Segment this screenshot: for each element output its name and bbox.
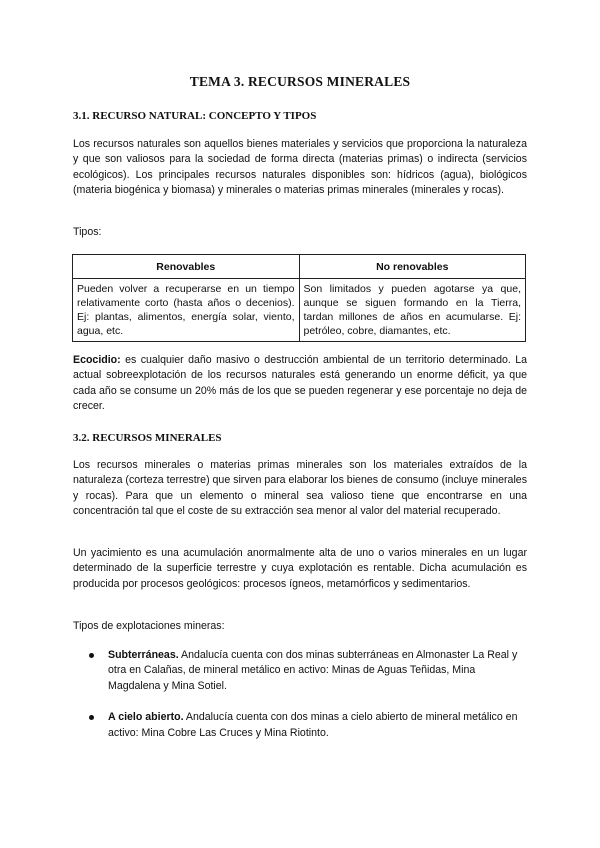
mine-type-term: Subterráneas. xyxy=(108,649,179,661)
table-header-row xyxy=(73,255,526,279)
ecocidio-term: Ecocidio: xyxy=(73,354,121,366)
mine-types-list xyxy=(73,648,527,757)
mine-type-text: Andalucía cuenta con dos minas a cielo abierto de mineral metálico en activo: Mina Cobre Las Cruces y Mina Riotinto. xyxy=(108,711,518,739)
list-item xyxy=(73,648,527,694)
bullet-icon xyxy=(89,653,94,658)
resource-types-table xyxy=(72,254,526,342)
header-no-renovables: No renovables xyxy=(299,255,526,279)
section-heading-3-1: 3.1. RECURSO NATURAL: CONCEPTO Y TIPOS xyxy=(73,110,317,122)
ecocidio-paragraph xyxy=(73,353,527,415)
tipos-label: Tipos: xyxy=(73,226,102,238)
mine-type-term: A cielo abierto. xyxy=(108,711,184,724)
intro-paragraph: Los recursos naturales son aquellos bienes materiales y servicios que proporciona la naturaleza y que son valiosos para la sociedad de forma directa (materias primas) o indirecta (servicios ecológicos). Los principales recursos naturales disponibles son: hídricos (agua), biológicos (materia biogénica y biomasa) y minerales o materias primas minerales (minerales y rocas). xyxy=(73,138,527,197)
list-item xyxy=(73,710,527,741)
bullet-icon xyxy=(89,715,94,720)
table-row xyxy=(73,279,526,342)
header-renovables: Renovables xyxy=(73,255,300,279)
recursos-minerales-paragraph: Los recursos minerales o materias primas minerales son los materiales extraídos de la naturaleza (corteza terrestre) que sirven para elaborar los bienes de consumo (incluye minerales y rocas). Para que un elemento o mineral sea valioso tiene que encontrarse en una concentración tal que el coste de su extracción sea menor al valor del material recuperado. xyxy=(73,459,527,518)
section-heading-3-2: 3.2. RECURSOS MINERALES xyxy=(73,432,222,444)
yacimiento-paragraph: Un yacimiento es una acumulación anormalmente alta de uno o varios minerales en un lugar determinado de la superficie terrestre y cuya explotación es rentable. Dicha acumulación es producida por procesos geológicos: procesos ígneos, metamórficos y sedimentarios. xyxy=(73,547,527,590)
page-title: TEMA 3. RECURSOS MINERALES xyxy=(189,74,411,89)
mine-type-text: Andalucía cuenta con dos minas subterráneas en Almonaster La Real y otra en Calañas, de mineral metálico en activo: Minas de Aguas Teñidas, Mina Magdalena y Mina Sotiel. xyxy=(108,649,518,692)
tipos-explotaciones-label: Tipos de explotaciones mineras: xyxy=(73,620,225,632)
cell-renovables: Pueden volver a recuperarse en un tiempo relativamente corto (hasta años o decenios). Ej: plantas, alimentos, energía solar, viento, agua, etc. xyxy=(73,279,300,342)
cell-no-renovables: Son limitados y pueden agotarse ya que, aunque se siguen formando en la Tierra, tardan millones de años en acumularse. Ej: petróleo, cobre, diamantes, etc. xyxy=(299,279,526,342)
ecocidio-text: es cualquier daño masivo o destrucción ambiental de un territorio determinado. La actual sobreexplotación de los recursos naturales está generando un enorme déficit, ya que cada año se consume un 20% más de los que se pueden regenerar y ese porcentaje no deja de crecer. xyxy=(73,354,527,413)
